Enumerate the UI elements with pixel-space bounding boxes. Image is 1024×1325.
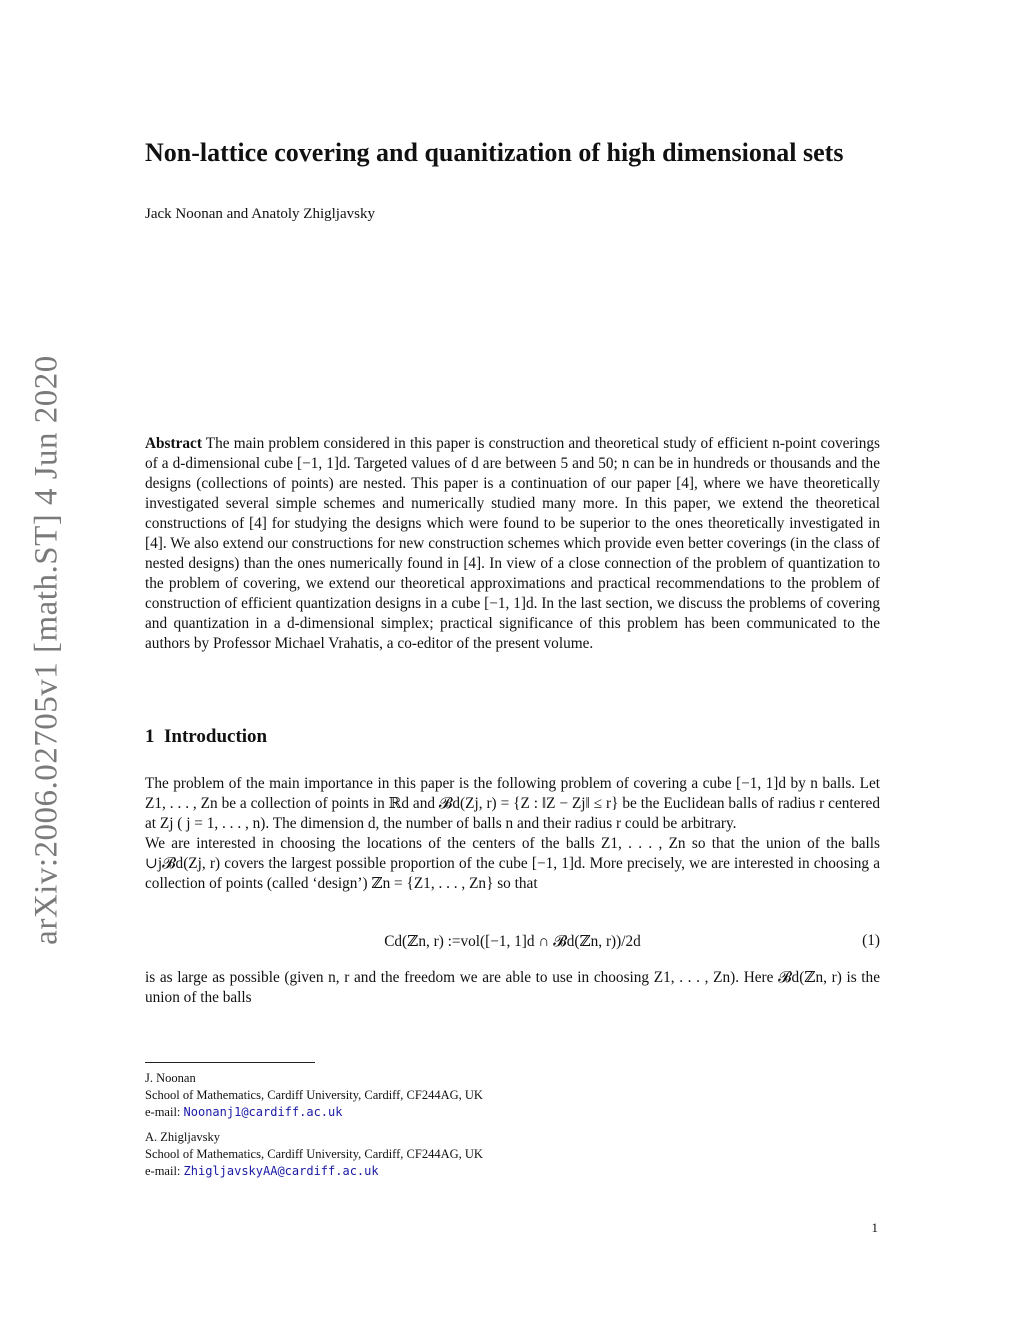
equation-1 [145,932,880,952]
intro-text [145,774,880,894]
abstract-text: The main problem considered in this paper is construction and theoretical study of efficient n-point coverings of a d-dimensional cube [−1, 1]d. Targeted values of d are between 5 and 50; n can be in hundreds or thousands and the designs (collections of points) are nested. This paper is a continuation of our paper [4], where we have theoretically investigated several simple schemes and numerically studied many more. In this paper, we extend the theoretical constructions of [4] for studying the designs which were found to be superior to the ones theoretically investigated in [4]. We also extend our constructions for new construction schemes which provide even better coverings (in the class of nested designs) than the ones numerically found in [4]. In view of a close connection of the problem of quantization to the problem of covering, we extend our theoretical approximations and practical recommendations to the problem of construction of efficient quantization designs in a cube [−1, 1]d. In the last section, we discuss the problems of covering and quantization in a d-dimensional simplex; practical significance of this problem has been communicated to the authors by Professor Michael Vrahatis, a co-editor of the present volume. [145,435,880,652]
equation-formula: Cd(ℤn, r) :=vol([−1, 1]d ∩ 𝓑d(ℤn, r))/2d [384,933,641,950]
arxiv-sidebar-stamp [22,350,72,950]
intro-paragraph-1: The problem of the main importance in this paper is the following problem of covering a cube [−1, 1]d by n balls. Let Z1, . . . , Zn be a collection of points in ℝd and 𝓑d(Zj, r) = {Z : ‖Z − Zj‖ ≤ r} be the Euclidean balls of radius r centered at Zj ( j = 1, . . . , n). The dimension d, the number of balls n and their radius r could be arbitrary. [145,775,880,832]
footnote-affiliation: School of Mathematics, Cardiff University, Cardiff, CF244AG, UK [145,1147,483,1161]
footnote-zhigljavsky [145,1129,483,1180]
footnote-rule [145,1062,315,1063]
abstract-label: Abstract [145,435,202,452]
intro-paragraph-3: is as large as possible (given n, r and the freedom we are able to use in choosing Z1, . . . , Zn). Here 𝓑d(ℤn, r) is the union of the balls [145,969,880,1006]
intro-paragraph-2: We are interested in choosing the locations of the centers of the balls Z1, . . . , Zn so that the union of the balls ∪j𝓑d(Zj, r) covers the largest possible proportion of the cube [−1, 1]d. More precisely, we are interested in choosing a collection of points (called ‘design’) ℤn = {Z1, . . . , Zn} so that [145,835,880,892]
footnote-email-line: e-mail: ZhigljavskyAA@cardiff.ac.uk [145,1164,379,1178]
section-heading [145,726,267,748]
section-title: Introduction [164,726,268,747]
section-number: 1 [145,726,155,747]
footnote-name: J. Noonan [145,1071,196,1085]
footnote-email-line: e-mail: Noonanj1@cardiff.ac.uk [145,1105,343,1119]
email-link[interactable]: ZhigljavskyAA@cardiff.ac.uk [183,1164,379,1178]
arxiv-id: arXiv:2006.02705v1 [math.ST] 4 Jun 2020 [28,355,65,945]
paper-title: Non-lattice covering and quanitization of high dimensional sets [145,138,844,167]
footnote-affiliation: School of Mathematics, Cardiff University, Cardiff, CF244AG, UK [145,1088,483,1102]
footnote-name: A. Zhigljavsky [145,1130,220,1144]
footnote-noonan [145,1070,483,1121]
email-link[interactable]: Noonanj1@cardiff.ac.uk [183,1105,343,1119]
abstract [145,434,880,654]
equation-number: (1) [862,932,880,949]
page-number: 1 [871,1220,878,1235]
paper-authors: Jack Noonan and Anatoly Zhigljavsky [145,206,375,222]
